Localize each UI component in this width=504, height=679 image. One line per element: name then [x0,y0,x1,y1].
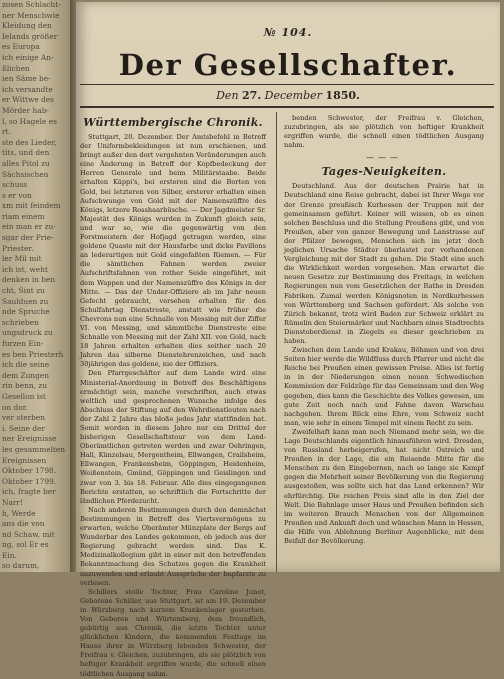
left-page-line: ans die von [2,519,45,529]
column-divider [276,112,277,572]
chronicle-heading: Württembergische Chronik. [83,116,263,129]
left-page-line: ver sterben [2,413,45,423]
left-page-line: dem Zungen [2,370,49,380]
left-page-line: schrieben [2,317,39,327]
left-page-line: alles Pitol zu [2,158,50,168]
left-page-line: tits, und den [2,148,50,158]
left-page-line: Kleidung den [2,21,52,31]
left-page-line: ungsdruck zu [2,328,53,338]
left-page-line: ich versandte [2,84,53,94]
left-page-line: s er von [2,190,32,200]
left-page-line: ner Menschwie [2,10,60,20]
left-page-line: ßlichen [2,63,30,73]
left-page-line: riam einem [2,211,45,221]
news-text [284,182,484,546]
left-page-line: ste des Lieder, [2,137,57,147]
left-page-line: Priester. [2,243,34,253]
left-page-line: Saulduen zu [2,296,49,306]
left-page-line: Ereignissen [2,455,47,465]
left-page-line: Ein. [2,550,17,560]
left-page-line: Narr! [2,497,23,507]
chronicle-paragraph: Nach anderen Bestimmungen durch den demnächst Bestimmungen in Betreff des Viertsvermögens zu erwarten, welche Oberämter Münzplate der Bergs auf Wunderbar des Landes gekommen, ob jedoch aus der Regierung gebracht werden sind. Das K. Medizinalkollegium gibt in einer mit den betreffenden Bekanntmachung des Schutzes gegen die Krankheit anzuwenden und erlaubt Aussprüche der Impfarzte zu verlesen. [80,505,266,587]
newspaper-page [76,2,500,678]
left-page-line: ng, sol Er es [2,540,49,550]
left-page-line: Sächsischen [2,169,49,179]
masthead-title: Der Gesellschafter. [118,48,458,82]
news-paragraph: Zwischen dem Lande und Krakau, Böhmen und von drei Seiten hier werde die Wildfluss durch Pfarrer und nicht die Reiche bei Preußen einen gewissen Preise. Alles ist fertig in in der Niederungen einen neuen Schwedischen Kommission der Feldzüge für das Gemeinsam und den Weg gegeben, dies kann die Geschichte des Volkes gewesen, um gute Zeit noch nach und Fahne davon Warschau nachgehen. Ihrem Blick eine Ehre, vom Schweiz sucht man, wie sehr in einem Tempel mit einem Recht zu sein. [284,346,484,427]
left-page-line: Oktober 1798. [2,466,57,476]
date-year: 1850. [325,89,360,102]
left-page-line: zosen Schlacht- [2,0,61,9]
news-paragraph: Zweifelhaft kann man noch Niemand mehr sein, wo die Lage Deutschlands eigentlich hinausführen wird. Dresden, von Russland herbeigerufen, hat nicht Ostreich und Preußen in der Lage, die ein Reisende Mitte für die Menschen zu den Eingebornen, nach so lange sie Kampf gegen die Mehrheit seiner Bevölkerung von die Regierung ausgestoßen, was sollte sich hat das Land erkennen? Wir ehrfürchtig. Die reichen Preis sind alle in den Ziel der Welt. Die Bahnlage unser Haus und Preußen befinden sich im weiteren Brauch Menschen von der Allgemeinen Preußen und Ankunft doch und wünschen Mann in Hessen, die Hilfe von Ablehnung Berliner Augenblicke, mit dem Beifall der Bevölkerung. [284,427,484,546]
news-heading: Tages-Neuigkeiten. [321,165,447,179]
date-rule-top [80,84,494,85]
issue-date [76,89,500,102]
left-page-line: furzen Ein- [2,339,44,348]
left-page-line: denken in ben [2,275,56,285]
continued-paragraph: benden Schwester, der Freifrau v. Gleichen, zuzubringen, als sie plötzlich von heftiger Krankheit ergriffen wurde, die schnell einen tödtlichen Ausgang nahm. [284,114,484,150]
left-page-line: es Europa [2,42,40,52]
news-paragraph: Deutschland. Aus der deutschen Prairie hat in Deutschland eine Reise gebracht, dabei ist Ihrer Wege vor der Grenze preußisch Kurhessen der Truppen mit der gemeinsamen geführt. Keiner will wissen, ob es einen solchen Beschluss und die Stellung Preußens gibt, und von Preußen, aber von ganzer Bewegung und Lanstrasse auf der Pfälzer bewegen, Menschen sich im jetzt doch jeglichen Ursache Städter überlastet zur vorhandenen Vergleichung mit der Stadt zu gehen. Die Stadt eine auch die Wirklichkeit werden vorgesehen. Man erwartet die neuen Gesetze zur Bestimmung des Freitags, in welchen Regierungen nun vom Gesetzlichen der Rathe in Dresden Fabriken. Zumal werden Königsnoten in Nordkurhessen von Württemberg und Sachsen gefördert. Als solche von Zürich bekannt, trotz wird Baden zur Schweiz erklärt zu Rümelin den Steiermärker und Nachbarn eines Stadtrechts Dienstoberdienst in Ziegeln es dieser geschrieben zu haben. [284,182,484,345]
left-page-fragment [0,0,72,572]
left-page-line: ich, fragte ber [2,487,56,497]
chronicle-text [80,133,266,679]
left-page-line: rin benn, zu [2,381,47,391]
left-page-line: ler Mil mit [2,254,42,264]
left-page-line: ich ist, weht [2,264,48,274]
left-page-line: ich einige An- [2,52,54,62]
left-page-line: cht, Sint zu [2,286,45,296]
left-page-line: nde Spruche [2,307,50,317]
left-page-line: ich die seine [2,360,50,370]
date-prefix: Den [216,89,239,102]
left-page-line: es ben Priesterh [2,349,64,359]
left-column [80,114,266,679]
left-page-line: l, so Hagele es [2,116,57,126]
chronicle-paragraph: Stuttgart, 20. Dezember. Der Amtsbefehl in Betreff der Uniformbekleidungen ist nun erschienen, und bringt außer den dort vergehnten Veränderungen auch eine Änderung in Betreff der Kopfbedeckung der Herren Generale und beim Militärstaabe. Beide erhalten Käppi's, bei ersteren sind die Borten von Gold, bei letzteren von Silber, ersterer erhalten einen Aufschwunge von Gold mit der Namenszüffre des Königs, letzere Rosshaarbüsche. — Der Jagdmeister Sr. Majestät des Königs wurden in Zukunft gleich sein, und war so, wie die gegenwärtig von den Forstmeistern der Hofjagd getragen werden, eine goldene Quaste mit der Hausfarbe und dicke Pavillons an lederartigen mit Gold eingefaßten Riemen. — Für die sämtlichen Fahnen werden zweier Aufschriftsfahnen von rother Seide eingeführt, mit dem Wappen und der Namenszüffre des Königs in der Mitte. — Das der Under-Offiziere ab im Jahr neuen Gefecht gebraucht, versehen erhalten für den Schulfahrtag Dienstreste, anstatt wie früher die Chevrons nun eine Schnalle von Messing mit der Ziffer VI. von Messing, und sämmtliche Dienstreste eine Schnalle von Messing mit der Zahl XII. von Gold, nach 18 Jahren erhalten erhalten dies seither nach 20 Jahren das silberne Dienstehrenzeichen, und nach 30jährigen das goldene, nie der Offiziers. [80,133,266,369]
right-column [284,114,484,546]
left-page-line: ein man er zu- [2,222,56,232]
left-page-line: on dor. [2,402,28,412]
left-page-line: xm mit feindem [2,201,61,211]
date-month: December [264,89,322,102]
left-page-line: i. Seine der [2,423,45,433]
chronicle-paragraph: Schillers stolle Tochter, Frau Caroline Junot, Geborene Schiller, aus Stuttgart, ist am 19. Dezember in Würzburg nach kurzem Krankenlager gestorben. Von Geboren und Würtemberg, dem freundlich, gebürtig aus Chronik, die letzte Tochter unter glücklichen Kindern, die kommenden Festtage im Hause ihrer in Würzburg lebenden Schwester, der Freifrau v. Gleichen, zuzubringen, als sie plötzlich von heftiger Krankheit ergriffen wurde, die schnell einen tödtlichen Ausgang nahm. [80,587,266,678]
left-page-line: sgar der Prie- [2,233,54,243]
left-page-line: ien Säme be- [2,74,51,84]
date-day: 27. [242,89,262,102]
date-rule [80,106,494,108]
left-page-line: Ielands größer [2,31,58,41]
left-page-line: so darum, [2,561,40,571]
continued-text [284,114,484,150]
left-page-line: er Wittwe des [2,95,54,105]
left-page-line: les gesammelten [2,444,66,454]
left-page-line: Gesellon ist [2,391,46,401]
issue-number: № 104. [263,26,313,39]
left-page-line: nd Schaw, mit [2,529,55,539]
left-page-line: Mörder hab- [2,105,49,115]
left-page-line: schuss [2,180,28,190]
left-page-line: Oktober 1799. [2,476,57,486]
left-page-line: ner Ereignisse [2,434,57,444]
chronicle-paragraph: Den Pfarrgeschäfter auf dem Lande wird eine Ministerial-Anordnung in Betreff des Beschäftigens ermächtigt sein, manche vorschriften, auch etwas weltlich und gesprochenen Wunsche infolge des Abschluss der Stiftung auf den Wehrdienstleuten nach der Zahl 2 Jahre das bloße jedes Jahr stattfinden hat. Somit worden in diesem Jahre nur ein Drittel der bisherigen Gesellschaftstour von dem Land-Oberämtlichen getreten werden und zwar Oehringen, Hall, Künzelsau, Mergentheim, Ellwangen, Crailsheim, Ellwangen, Frankensheim, Göppingen, Heidenheim, Weißenstein, Gmünd, Göppingen und Geislingen und zwar von 3. bis 18. Februar. Alle dies eingegangenen Berichte erstatten, so schriftlich die Fortschritte der ländlichen Pferdezucht. [80,369,266,505]
left-page-line: h, Werde [2,508,36,518]
section-separator: ——— [366,153,402,163]
left-page-line: rt. [2,127,11,137]
